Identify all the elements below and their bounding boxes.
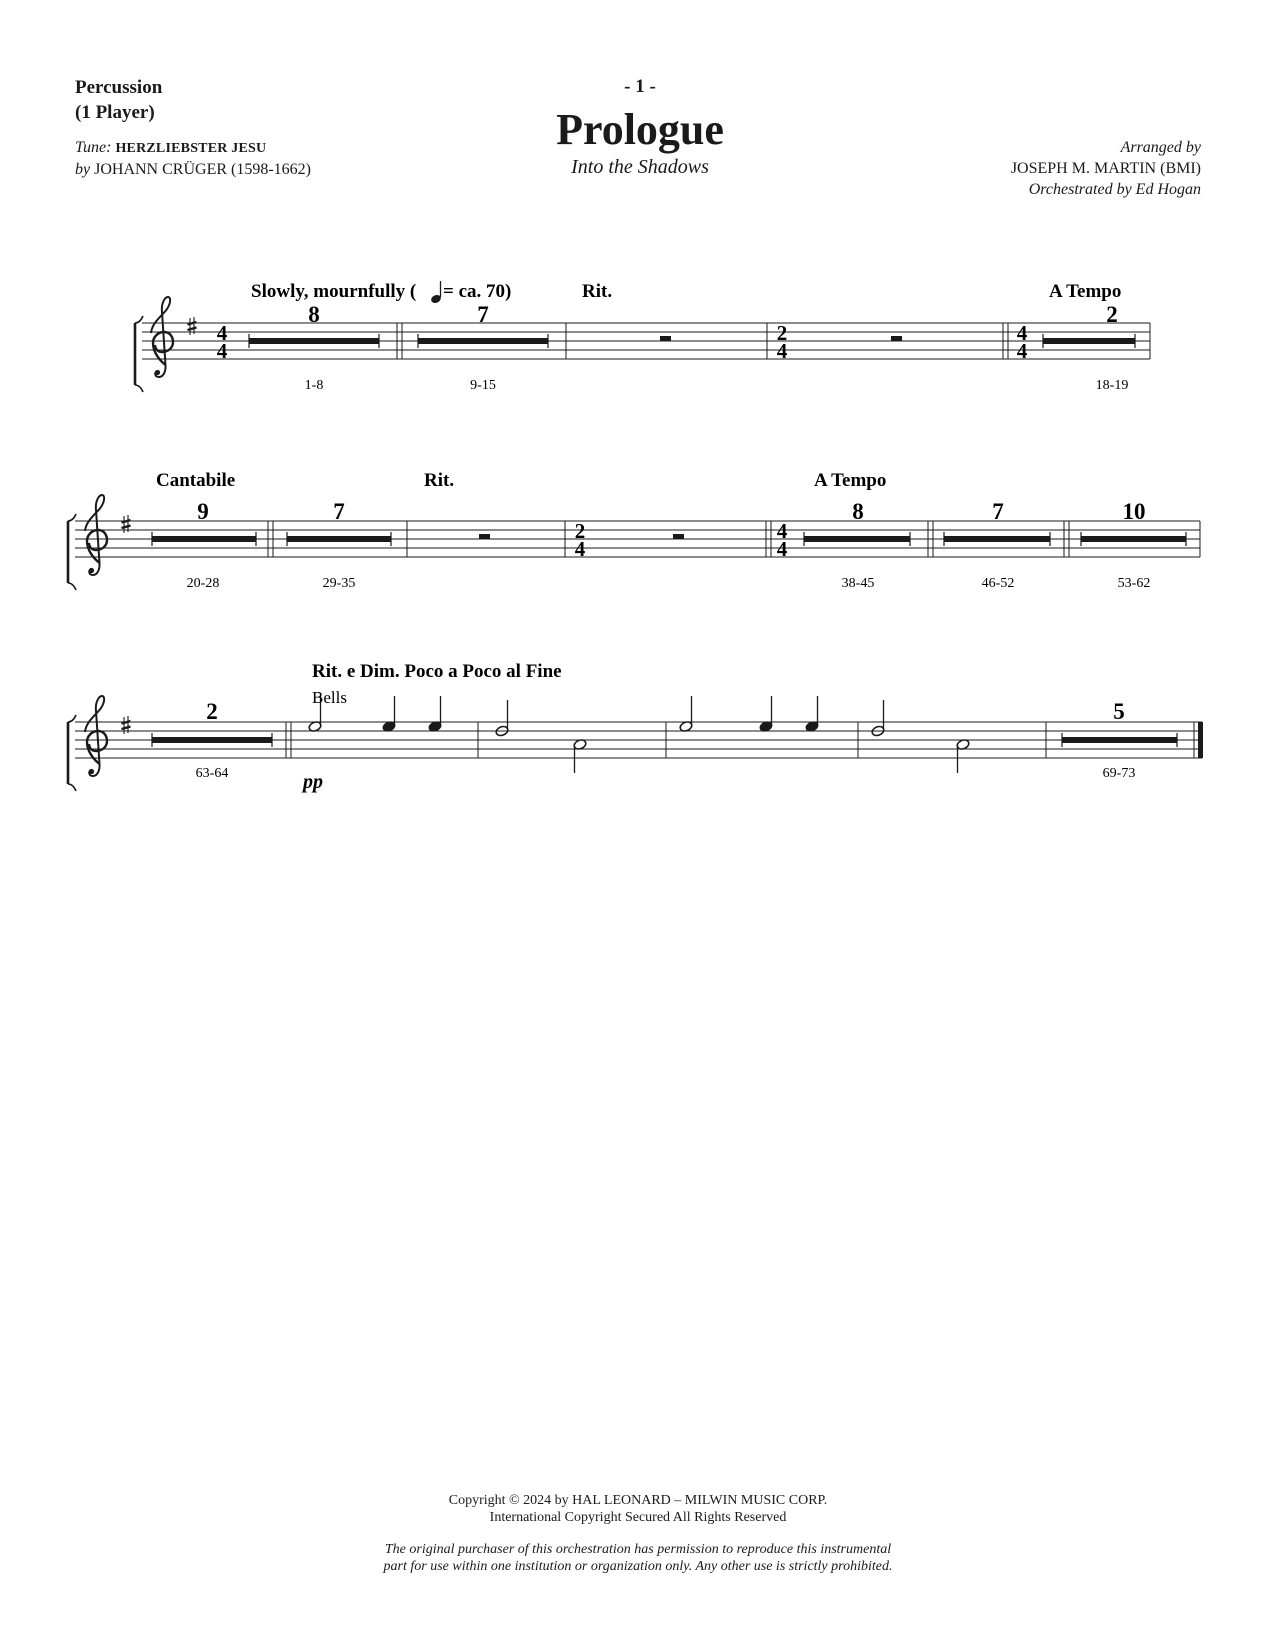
multi-measure-rest <box>1062 733 1177 747</box>
instrument-cue-bells: Bells <box>312 688 347 707</box>
multi-measure-rest <box>152 733 272 747</box>
quarter-note-icon <box>430 281 442 304</box>
rest-count: 7 <box>992 499 1004 524</box>
measure-range: 46-52 <box>981 576 1015 591</box>
rest-count: 9 <box>197 499 209 524</box>
ritardando-marking: Rit. <box>582 281 613 302</box>
measure-range: 63-64 <box>195 766 229 781</box>
rest-count: 8 <box>852 499 864 524</box>
measure-range: 29-35 <box>322 576 356 591</box>
staff-system-1 <box>135 281 1150 393</box>
copyright-notice <box>0 1492 1276 1526</box>
measure-range: 38-45 <box>841 576 875 591</box>
rest-count: 8 <box>308 302 320 327</box>
multi-measure-rest <box>1081 532 1186 546</box>
system-bracket <box>135 316 143 392</box>
ritardando-diminuendo-marking: Rit. e Dim. Poco a Poco al Fine <box>312 661 562 682</box>
notice-line-2: part for use within one institution or organization only. Any other use is strictly prohibited. <box>383 1559 893 1574</box>
time-signature-top: 4 <box>216 321 228 345</box>
final-barline <box>1198 722 1203 758</box>
dynamic-pianissimo: pp <box>303 771 323 793</box>
multi-measure-rest <box>418 334 548 348</box>
a-tempo-marking: A Tempo <box>814 470 887 491</box>
rest-count: 10 <box>1122 499 1146 524</box>
treble-clef-icon <box>151 297 173 377</box>
time-signature-bottom: 4 <box>1016 339 1028 363</box>
measure-range: 18-19 <box>1095 378 1129 393</box>
whole-rest <box>660 336 671 341</box>
instrument-line-2: (1 Player) <box>75 102 155 123</box>
measure-range: 1-8 <box>304 378 324 393</box>
rest-count: 7 <box>333 499 345 524</box>
time-signature-top: 2 <box>776 321 788 345</box>
tune-name: HERZLIEBSTER JESU <box>115 141 267 156</box>
reproduction-notice <box>0 1541 1276 1575</box>
measure-range: 53-62 <box>1117 576 1151 591</box>
multi-measure-rest <box>287 532 391 546</box>
whole-rest <box>891 336 902 341</box>
by-label: by <box>75 161 91 178</box>
multi-measure-rest <box>249 334 379 348</box>
page-number: - 1 - <box>624 76 656 97</box>
time-signature-bottom: 4 <box>776 537 788 561</box>
system-bracket <box>68 514 76 590</box>
music-score <box>0 0 1276 820</box>
expression-marking: Cantabile <box>156 470 236 491</box>
tune-label: Tune: <box>75 139 112 156</box>
piece-subtitle: Into the Shadows <box>571 156 709 178</box>
time-signature-top: 2 <box>574 519 586 543</box>
instrument-line-1: Percussion <box>75 77 163 98</box>
whole-rest <box>479 534 490 539</box>
time-signature-bottom: 4 <box>216 339 228 363</box>
rest-count: 2 <box>206 699 218 724</box>
measure-range: 9-15 <box>470 378 496 393</box>
time-signature-bottom: 4 <box>776 339 788 363</box>
orchestrator-credit: Orchestrated by Ed Hogan <box>1028 181 1201 198</box>
whole-rest <box>673 534 684 539</box>
multi-measure-rest <box>1043 334 1135 348</box>
rest-count: 5 <box>1113 699 1125 724</box>
time-signature-top: 4 <box>776 519 788 543</box>
multi-measure-rest <box>804 532 910 546</box>
composer-name: JOHANN CRÜGER (1598-1662) <box>94 161 311 178</box>
rights-line: International Copyright Secured All Rights Reserved <box>489 1510 787 1525</box>
treble-clef-icon <box>85 495 107 575</box>
system-bracket <box>68 715 76 791</box>
multi-measure-rest <box>944 532 1050 546</box>
notice-line-1: The original purchaser of this orchestration has permission to reproduce this instrumental <box>384 1542 892 1557</box>
measure-range: 20-28 <box>186 576 220 591</box>
staff-system-2 <box>68 470 1200 591</box>
piece-title: Prologue <box>556 105 724 154</box>
arranged-label: Arranged by <box>1120 139 1201 156</box>
ritardando-marking: Rit. <box>424 470 455 491</box>
measure-range: 69-73 <box>1102 766 1136 781</box>
rest-count: 2 <box>1106 302 1118 327</box>
time-signature-top: 4 <box>1016 321 1028 345</box>
rest-count: 7 <box>477 302 489 327</box>
tempo-value: = ca. 70) <box>443 281 512 302</box>
tempo-marking: Slowly, mournfully ( <box>251 281 417 302</box>
treble-clef-icon <box>85 696 107 776</box>
arranger-name: JOSEPH M. MARTIN (BMI) <box>1010 160 1201 177</box>
bells-notes <box>308 696 970 773</box>
time-signature-bottom: 4 <box>574 537 586 561</box>
a-tempo-marking: A Tempo <box>1049 281 1122 302</box>
staff-system-3 <box>68 661 1203 793</box>
copyright-line: Copyright © 2024 by HAL LEONARD – MILWIN MUSIC CORP. <box>448 1493 828 1508</box>
multi-measure-rest <box>152 532 256 546</box>
